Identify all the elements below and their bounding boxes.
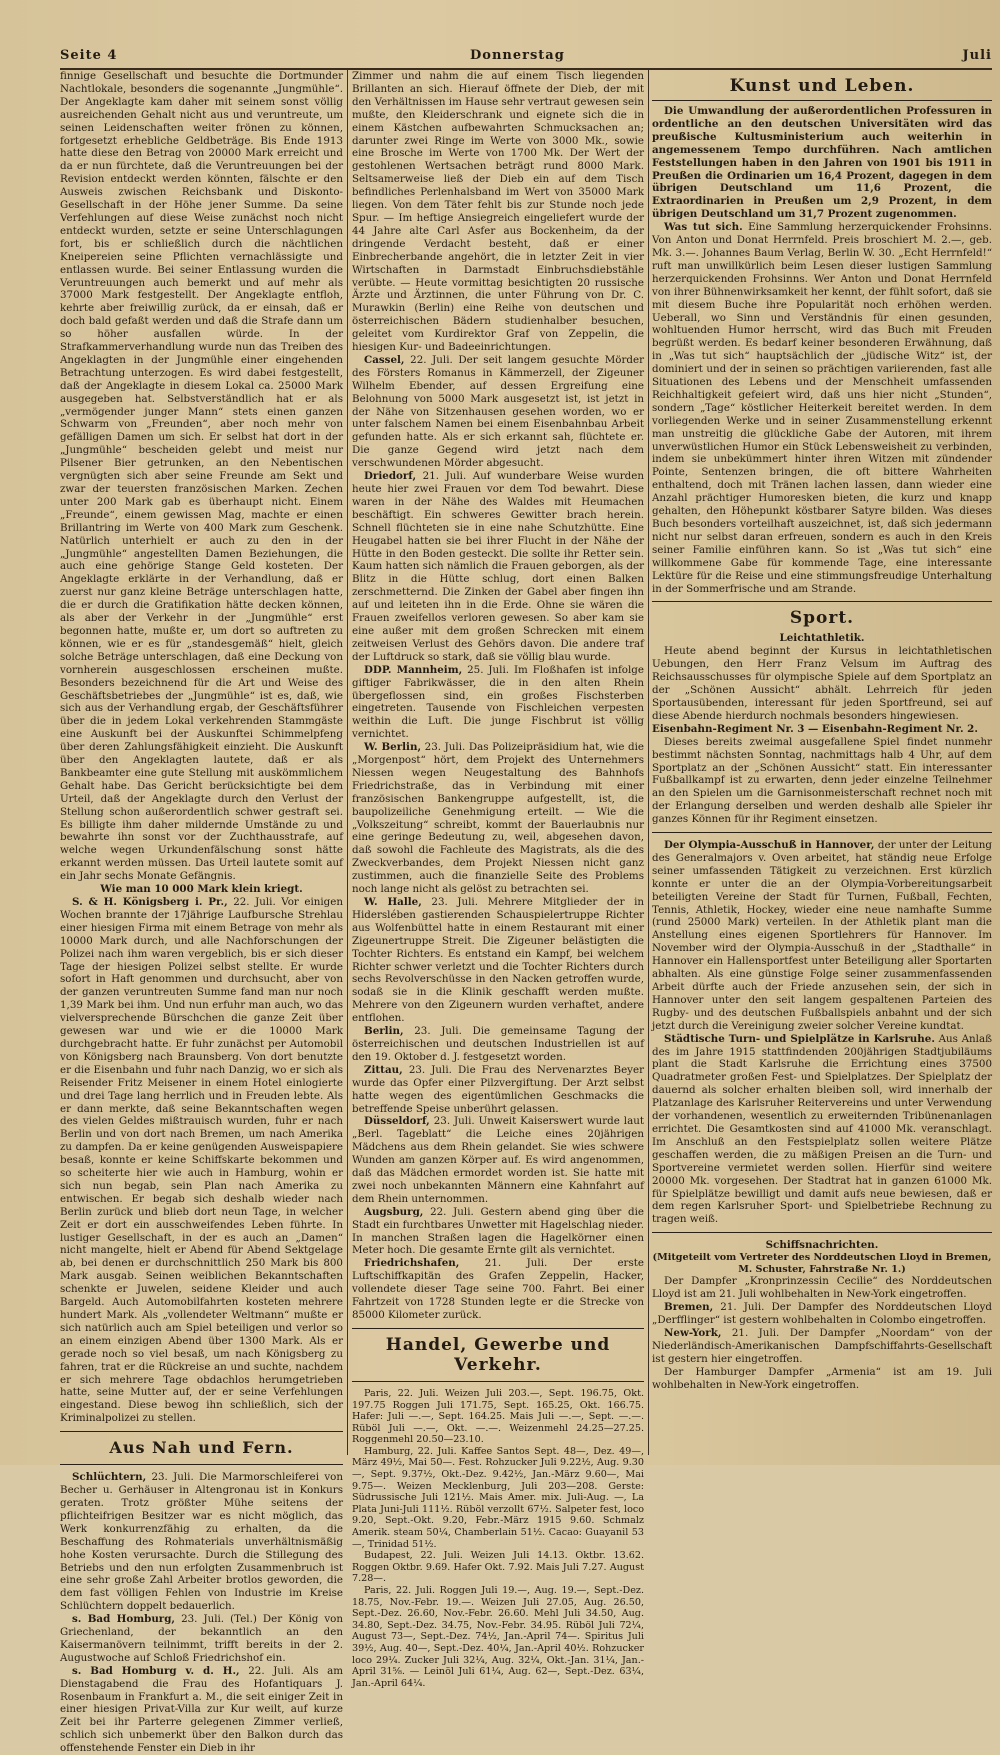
article-text: W. Berlin, 23. Juli. Das Polizeipräsidium hat, wie die „Morgenpost“ hört, dem Projekt des Unternehmers Niessen wegen Neugestaltung des Bahnhofs Friedrichstraße, das in Verbindung mit einer französischen Bankengruppe aufgestellt, ist, die baupolizeiliche Genehmigung erteilt. — Wie die „Volkszeitung“ schreibt, kommt der Bauerlaubnis nur eine geringe Bedeutung zu, weil, abgesehen davon, daß sowohl die Fachleute des Magistrats, als die des Zweckverbandes, dem Projekt Niessen nicht ganz zustimmen, auch die finanzielle Seite des Problems noch lange nicht als gelöst zu betrachten sei. [352,741,645,896]
divider [60,1464,343,1465]
divider [652,1232,992,1233]
article-text: s. Bad Homburg v. d. H., 22. Juli. Als am Dienstagabend die Frau des Hofantiquars J. Rosenbaum in Frankfurt a. M., die seit einiger Zeit in einer hiesigen Privat-Villa zur Kur weilt, auf kurze Zeit bei ihr Parterre gelegenen Zimmer verließ, schlich sich unbemerkt über den Balkon durch das offenstehende Fenster ein Dieb in ihr [60,1664,343,1755]
page-number: Seite 4 [60,48,118,63]
column-rule [347,70,348,1455]
column-rule [648,70,649,1455]
section-heading-schiffsnachrichten: Schiffsnachrichten. [765,1239,879,1252]
article-text: S. & H. Königsberg i. Pr., 22. Juli. Vor einigen Wochen brannte der 17jährige Laufbursche Strehlau einer hiesigen Firma mit einem Betrage von mehr als 10000 Mark durch, und alle Nachforschungen der Polizei nach ihm waren vergeblich, bis er sich dieser Tage der hiesigen Polizei selbst stellte. Er wurde sofort in Haft genommen und durchsucht, aber von der ganzen veruntreuten Summe fand man nur noch 1,39 Mark bei ihm. Und nun erfuhr man auch, wo das vielversprechende Bürschchen die ganze Zeit über gewesen war und wie er die 10000 Mark durchgebracht hatte. Er fuhr zunächst per Automobil von Königsberg nach Braunsberg. Von dort benutzte er die Eisenbahn und fuhr nach Danzig, wo er sich als Reisender Fritz Meisener in einem Hotel einlogierte und drei Tage lang herrlich und in Freuden lebte. Als er dann merkte, daß seine Bekanntschaften wegen des vielen Geldes mißtrauisch wurden, fuhr er nach Berlin und von dort nach Bremen, um nach Amerika zu dampfen. Da er keine genügenden Ausweispapiere besaß, konnte er keine Schiffskarte bekommen und so scheiterte hier wie auch in Hamburg, wohin er sich nun begab, sein Plan nach Amerika zu entwischen. Er begab sich deshalb wieder nach Berlin zurück und blieb dort neun Tage, in welcher Zeit er dort ein ausschweifendes Leben führte. In lustiger Gesellschaft, in der es auch an „Damen“ nicht mangelte, hielt er Abend für Abend Sektgelage ab, bei denen er durchschnittlich 250 Mark bis 800 Mark ausgab. Seinen weiblichen Bekanntschaften schenkte er Juwelen, seidene Kleider und auch Bargeld. Auch Automobilfahrten kosteten mehrere hundert Mark. Als „vollendeter Weltmann“ mußte er sich natürlich auch am Spiel beteiligen und verlor so an einem einzigen Abend über 1300 Mark. Als er gerade noch so viel besaß, um nach Königsberg zu fahren, trat er die Rückreise an und suchte, nachdem er sich mehrere Tage obdachlos herumgetrieben hatte, seine Mutter auf, der er seine Verfehlungen eingestand. Diese bewog ihn schließlich, sich der Kriminalpolizei zu stellen. [60,896,343,1425]
divider [652,832,992,833]
article-text: New-York, 21. Juli. Der Dampfer „Noordam“ von der Niederländisch-Amerikanischen Dampfschiffahrts-Gesellschaft ist gestern hier eingetroffen. [652,1326,992,1365]
header-day: Donnerstag [470,48,565,63]
article-text: Städtische Turn- und Spielplätze in Karlsruhe. Aus Anlaß des im Jahre 1915 stattfindenden 200jährigen Stadtjubiläums plant die Stadt Karlsruhe die Errichtung eines 37500 Quadratmeter großen Fest- und Spielplatzes. Der Spielplatz der dauernd als solcher erhalten bleiben soll, wird innerhalb der Platzanlage des Karlsruher Reitervereins und unter Verwendung der vorhandenen, wesentlich zu erweiternden Tribünenanlagen errichtet. Die Gesamtkosten sind auf 41000 Mk. veranschlagt. Im Anschluß an den Festspielplatz sollen weitere Plätze geschaffen werden, die zu mäßigen Preisen an die Turn- und Sportvereine vermietet werden sollen. Hierfür sind weitere 20000 Mk. vorgesehen. Der Stadtrat hat in ganzen 61000 Mk. für Spielplätze bewilligt und damit aufs neue bewiesen, daß er dem regen Karlsruher Sport- und Spielbetriebe Rechnung zu tragen weiß. [652,1032,992,1226]
article-text: Driedorf, 21. Juli. Auf wunderbare Weise wurden heute hier zwei Frauen vor dem Tod bewahrt. Diese waren in der Nähe des Waldes mit Heumachen beschäftigt. Ein schweres Gewitter brach herein. Schnell flüchteten sie in eine nahe Schutzhütte. Eine Heugabel hatten sie bei ihrer Flucht in der Nähe der Hütte in den Boden gesteckt. Die sollte ihr Retter sein. Kaum hatten sich nämlich die Frauen geborgen, als der Blitz in die Hütte schlug, dort einen Balken zerschmetternd. Die Zinken der Gabel aber fingen ihn auf und leiteten ihn in die Erde. Ohne sie wären die Frauen zweifellos verloren gewesen. So aber kam sie eine außer mit dem großen Schrecken mit einem zeitweisen Verlust des Gehörs davon. Die andere traf der Luftdruck so stark, daß sie völlig blau wurde. [352,470,644,663]
divider [352,1328,644,1329]
article-text: Schlüchtern, 23. Juli. Die Marmorschleiferei von Becher u. Gerhäuser in Altengronau ist in Konkurs geraten. Trotz größter Mühe seitens der pflichteifrigen Besitzer war es nicht möglich, das Werk konkurrenzfähig zu erhalten, da die Beschaffung des Rohmaterials unverhältnismäßig hohe Kosten verursachte. Durch die Stillegung des Betriebs und den nun erfolgten Zusammenbruch ist eine sehr große Zahl Arbeiter brotlos geworden, die dem fast völligen Fehlen von Industrie im Kreise Schlüchtern doppelt bedauerlich. [60,1471,343,1613]
article-heading: Eisenbahn-Regiment Nr. 3 — Eisenbahn-Regiment Nr. 2. [652,722,978,735]
article-text: s. Bad Homburg, 23. Juli. (Tel.) Der König von Griechenland, der bekanntlich an den Kaisermanövern teilnimmt, trifft bereits in der 2. Augustwoche auf Schloß Friedrichshof ein. [60,1613,343,1664]
column-2 [352,70,645,1689]
article-text: Der Olympia-Ausschuß in Hannover, der unter der Leitung des Generalmajors v. Oven arbeitet, hat ständig neue Erfolge seiner umfassenden Tätigkeit zu verzeichnen. Erst kürzlich konnte er unter die an der Olympia-Vorbereitungsarbeit beteiligten Vereine der Stadt für Turnen, Fußball, Fechten, Tennis, Athletik, Hockey, wieder eine neue namhafte Summe (rund 25000 Mark) verteilen. In der Athletik plant man die Anstellung eines eigenen Sportlehrers für Hannover. Im November wird der Olympia-Ausschuß in der „Stadthalle“ in Hannover ein Hallensportfest unter Beteiligung aller Sportarten abhalten. Als eine günstige Folge seiner zusammenfassenden Arbeit dürfte auch der Friede anzusehen sein, der sich in Hannover unter den seit langem gespaltenen Parteien des Rugby- und des deutschen Fußballspiels anbahnt und der sich jetzt durch die Vereinigung zweier solcher Vereine kundtat. [652,839,993,1032]
schiff-subtitle: (Mitgeteilt vom Vertreter des Norddeutschen Lloyd in Bremen, M. Schuster, Fahrstraße Nr. 1.) [652,1252,992,1275]
column-3 [652,70,992,1455]
article-text: Bremen, 21. Juli. Der Dampfer des Norddeutschen Lloyd „Derfflinger“ ist gestern wohlbehalten in Colombo eingetroffen. [652,1301,992,1327]
market-report: Budapest, 22. Juli. Weizen Juli 14.13. Oktbr. 13.62. Roggen Oktbr. 9.69. Hafer Okt. 7.92. Mais Juli 7.27. August 7.28—. [352,1550,644,1585]
article-text: Zimmer und nahm die auf einem Tisch liegenden Brillanten an sich. Hierauf öffnete der Dieb, der mit den Verhältnissen im Hause sehr vertraut gewesen sein mußte, den Kleiderschrank und eignete sich die in einem Kästchen aufbewahrten Schmucksachen an; darunter zwei Ringe im Werte von 3000 Mk., sowie eine Brosche im Werte von 1700 Mk. Der Wert der gestohlenen Wertsachen beträgt rund 8000 Mark. Seltsamerweise ließ der Dieb ein auf dem Tisch befindliches Perlenhalsband im Wert von 35000 Mark liegen. Von dem Täter fehlt bis zur Stunde noch jede Spur. — Im heftige Ansiegreich eingeliefert wurde der 44 Jahre alte Carl Asfer aus Bockenheim, da der dringende Verdacht besteht, daß er einer Einbrecherbande angehört, die in letzter Zeit in vier Wirtschaften in Darmstadt Einbruchsdiebstähle verübte. — Heute vormittag besichtigten 20 russische Ärzte und Ärztinnen, die unter Führung von Dr. C. Murawkin (Berlin) eine Reihe von deutschen und österreichischen Bädern studienhalber besuchen, geleitet vom Kurdirektor Graf von Zeppelin, die hiesigen Kur- und Badeeinrichtungen. [352,70,644,354]
header-date: Juli [962,48,992,63]
article-text: Heute abend beginnt der Kursus in leichtathletischen Uebungen, den Herr Franz Velsum im Auftrag des Reichsausschusses für olympische Spiele auf dem Sportplatz an der „Schönen Aussicht“ abhält. Lehrreich für jeden Sportausübenden, interessant für jeden Sportfreund, sei auf diese Abende hierdurch nochmals besonders hingewiesen. [652,645,992,722]
article-text: finnige Gesellschaft und besuchte die Dortmunder Nachtlokale, besonders die sogenannte „Jungmühle“. Der Angeklagte kam daher mit seinem sonst völlig ausreichenden Gehalt nicht aus und veruntreute, um seinen Leidenschaften weiter frönen zu können, fortgesetzt erhebliche Geldbeträge. Bis Ende 1913 hatte diese den Betrag von 20000 Mark erreicht und da er nun fürchtete, daß die Veruntreuungen bei der Revision entdeckt werden könnten, fälschte er den Ausweis zwischen Reichsbank und Diskonto-Gesellschaft in der Höhe jener Summe. Da seine Verfehlungen auf diese Weise zunächst noch nicht entdeckt wurden, setzte er seine Unterschlagungen fort, bis er schließlich durch die nächtlichen Kneipereien seine Pflichten vernachlässigte und entlassen wurde. Bei seiner Entlassung wurden die Veruntreuungen auch bemerkt und auf mehr als 37000 Mark festgestellt. Der Angeklagte entfloh, kehrte aber freiwillig zurück, da er einsah, daß er doch bald gefaßt werden und daß die Strafe dann um so höher ausfallen würde. In der Strafkammerverhandlung wurde nun das Treiben des Angeklagten in der Jungmühle einer eingehenden Betrachtung unterzogen. Es wird dabei festgestellt, daß der Angeklagte in diesem Lokal ca. 25000 Mark ausgegeben hat. Selbstverständlich hat er als „vermögender junger Mann“ stets einen ganzen Schwarm von „Freunden“, aber noch mehr von gefälligen Damen um sich. Er selbst hat dort in der „Jungmühle“ bescheiden gelebt und meist nur Pilsener Bier getrunken, an den Nebentischen vergnügten sich aber seine Freunde am Sekt und zwar der teuersten französischen Marken. Zechen unter 200 Mark gab es überhaupt nicht. Einem „Freunde“, einem gewissen Mag, machte er einen Brillantring im Werte von 400 Mark zum Geschenk. Natürlich unterhielt er auch zu den in der „Jungmühle“ angestellten Damen Beziehungen, die auch eine gehörige Stange Geld kosteten. Der Angeklagte erklärte in der Verhandlung, daß er zuerst nur ganz kleine Beträge unterschlagen hatte, die er durch die Gratifikation hätte decken können, als aber der Verkehr in der „Jungmühle“ erst begonnen hatte, mußte er, um dort so auftreten zu können, wie er es für „standesgemäß“ hielt, gleich solche Beträge unterschlagen, daß eine Deckung von vornherein ausgeschlossen erscheinen mußte. Besonders bezeichnend für die Art und Weise des Geschäftsbetriebes der „Jungmühle“ ist es, daß, wie sich aus der Verhandlung ergab, der Geschäftsführer über die in jedem Lokal verkehrenden Stammgäste eine Auskunft bei der Auskunftei Schimmelpfeng über deren Zahlungsfähigkeit einzieht. Die Auskunft über den Angeklagten lautete, daß er als Bankbeamter eine gute Stellung mit auskömmlichem Gehalt habe. Das Gericht berücksichtigte bei dem Urteil, daß der Angeklagte durch den Verlust der Stellung schon außerordentlich schwer gestraft sei. Es billigte ihm daher mildernde Umstände zu und bewahrte ihn sonst vor der Zuchthausstrafe, auf welche wegen Urkundenfälschung sonst hätte erkannt werden müssen. Das Urteil lautete somit auf ein Jahr sechs Monate Gefängnis. [60,70,343,883]
article-text: Cassel, 22. Juli. Der seit langem gesuchte Mörder des Försters Romanus in Kämmerzell, der Zigeuner Wilhelm Ebender, auf dessen Ergreifung eine Belohnung von 5000 Mark ausgesetzt ist, ist jetzt in der Nähe von Sitzenhausen gesehen worden, wo er unter falschem Namen bei einem Eisenbahnbau Arbeit gefunden hatte. Als er sich erkannt sah, flüchtete er. Die ganze Gegend wird jetzt nach dem verschwundenen Mörder abgesucht. [352,353,645,470]
article-text: Augsburg, 22. Juli. Gestern abend ging über die Stadt ein furchtbares Unwetter mit Hagelschlag nieder. In manchen Straßen lagen die Hagelkörner einen Meter hoch. Die gesamte Ernte gilt als vernichtet. [352,1205,644,1257]
article-text: Die Umwandlung der außerordentlichen Professuren in ordentliche an den deutschen Universitäten wird das preußische Kultusministerium auch weiterhin in angemessenem Tempo durchführen. Nach amtlichen Feststellungen haben in den Jahren von 1901 bis 1911 in Preußen die Ordinarien um 16,4 Prozent, dagegen in dem übrigen Deutschland um 11,6 Prozent, die Extraordinarien in Preußen um 2,9 Prozent, in dem übrigen Deutschland um 31,7 Prozent zugenommen. [652,105,992,221]
article-text: Der Hamburger Dampfer „Armenia“ ist am 19. Juli wohlbehalten in New-York eingetroffen. [652,1365,992,1391]
subheading-leichtathletik: Leichtathletik. [779,632,865,645]
article-text: Was tut sich. Eine Sammlung herzerquickender Frohsinns. Von Anton und Donat Herrnfeld. Preis broschiert M. 2.—, geb. Mk. 3.—. Johannes Baum Verlag, Berlin W. 30. „Echt Herrnfeld!“ ruft man unwillkürlich beim Lesen dieser lustigen Sammlung herzerquickenden Frohsinns. Wer Anton und Donat Herrnfeld von ihrer Bühnenwirksamkeit her kennt, der fühlt sofort, daß sie mit diesem Buche ihre Popularität noch erhöhen werden. Ueberall, wo Sinn und Verständnis für einen gesunden, wohltuenden Humor herrscht, wird das Buch mit Freuden begrüßt werden. Es bedarf keiner besonderen Erwähnung, daß in „Was tut sich“ hauptsächlich der „jüdische Witz“ ist, der dominiert und der in seinen so prächtigen variierenden, fast alle Situationen des Lebens und der Menschheit umfassenden Reichhaltigkeit gefeiert wird, daß uns hier nicht „Stunden“, sondern „Tage“ köstlicher Heiterkeit bereitet werden. In dem vorliegenden Werke und in seiner Zusammenstellung erkennt man unstreitig die glückliche Gabe der Autoren, mit ihrem unverwüstlichen Humor ein Stück Lebensweisheit zu verbinden, indem sie unbekümmert hinter ihren Witzen mit zündender Pointe, Sentenzen bringen, die oft bittere Wahrheiten enthaltend, doch mit Tränen lachen lassen, dann wieder eine Anzahl prächtiger Humoresken bieten, die kurz und knapp gehalten, den Höhepunkt köstbarer Satyre bilden. Was dieses Buch besonders vorteilhaft auszeichnet, ist, daß sich jedermann nicht nur selbst daran erfreuen, sondern es auch in den Kreis seiner Familie einführen kann. So ist „Was tut sich“ eine willkommene Gabe für kommende Tage, eine interessante Lektüre für die Reise und eine stimmungsfreudige Unterhaltung in der Sommerfrische und am Strande. [652,221,992,595]
section-heading-handel: Handel, Gewerbe und Verkehr. [385,1334,611,1375]
article-text: Düsseldorf, 23. Juli. Unweit Kaiserswert wurde laut „Berl. Tageblatt“ die Leiche eines 20jährigen Mädchens aus dem Rhein gelandet. Sie wies schwere Wunden am ganzen Körper auf. Es wird angenommen, daß das Mädchen ermordet worden ist. Sie hatte mit zwei noch unbekannten Männern eine Kahnfahrt auf dem Rhein unternommen. [352,1115,644,1205]
market-report: Paris, 22. Juli. Weizen Juli 203.—, Sept. 196.75, Okt. 197.75 Roggen Juli 171.75, Sept. 165.25, Okt. 166.75. Hafer: Juli —.—, Sept. 164.25. Mais Juli —.—, Sept. —.—. Rüböl Juli —.—, Okt. —.—. Weizenmehl 24.25—27.25. Roggenmehl 20.50—23.10. [352,1387,644,1446]
market-report: Hamburg, 22. Juli. Kaffee Santos Sept. 48—, Dez. 49—, März 49½, Mai 50—. Fest. Rohzucker Juli 9.22½, Aug. 9.30—, Sept. 9.37½, Okt.-Dez. 9.42½, Jan.-März 9.60—, Mai 9.75—. Weizen Mecklenburg, Juli 203—208. Gerste: Südrussische Juli 121½. Mais Amer. mix. Juli-Aug. —, La Plata Juni-Juli 111½. Rüböl verzollt 67½. Salpeter fest, loco 9.20, Sept.-Okt. 9.20, Febr.-März 1915 9.60. Schmalz Amerik. steam 50¼, Chamberlain 51½. Cacao: Guayanil 53—, Trinidad 51½. [352,1445,644,1550]
page-header [60,42,992,70]
section-heading-kunst-und-leben: Kunst und Leben. [729,76,915,96]
article-heading: Wie man 10 000 Mark klein kriegt. [100,883,303,896]
divider [652,601,992,602]
column-1 [60,70,343,1755]
article-text: Zittau, 23. Juli. Die Frau des Nervenarztes Beyer wurde das Opfer einer Pilzvergiftung. Der Arzt selbst hatte wegen des eigentümlichen Geschmacks die betreffende Speise unberührt gelassen. [352,1063,644,1115]
section-heading-aus-nah-und-fern: Aus Nah und Fern. [109,1438,294,1458]
article-text: DDP. Mannheim, 25. Juli. Im Floßhafen ist infolge giftiger Fabrikwässer, die in den alten Rhein übergeflossen sind, ein großes Fischsterben eingetreten. Tausende von Fischleichen verpesten weithin die Luft. Die junge Fischbrut ist völlig vernichtet. [352,663,644,741]
article-text: W. Halle, 23. Juli. Mehrere Mitglieder der in Hiderslében gastierenden Schauspielertruppe Richter aus Wolfenbüttel hatte in einem Restaurant mit einer Zigeunertruppe Streit. Die Zigeuner belästigten die Tochter Richters. Es entstand ein Kampf, bei welchem Richter schwer verletzt und die Tochter Richters durch sechs Revolverschüsse in den Nacken getroffen wurde, sodaß sie in die Klinik geschafft werden mußte. Mehrere von den Zigeunern wurden verhaftet, andere entflohen. [352,896,645,1025]
divider [652,100,992,101]
divider [352,1381,644,1382]
article-text: Dieses bereits zweimal ausgefallene Spiel findet nunmehr bestimmt nächsten Sonntag, nachmittags halb 4 Uhr, auf dem Sportplatz an der „Schönen Aussicht“ statt. Ein interessanter Fußballkampf ist zu erwarten, denn jeder einzelne Teilnehmer an den Spielen um die Garnisonmeisterschaft rechnet noch mit der Erlangung derselben und werden deshalb alle Spieler ihr ganzes Können für ihr Regiment einsetzen. [652,735,992,826]
article-text: Berlin, 23. Juli. Die gemeinsame Tagung der österreichischen und deutschen Industriellen ist auf den 19. Oktober d. J. festgesetzt worden. [352,1025,645,1063]
article-text: Der Dampfer „Kronprinzessin Cecilie“ des Norddeutschen Lloyd ist am 21. Juli wohlbehalten in New-York eingetroffen. [652,1275,992,1301]
section-heading-sport: Sport. [789,608,855,629]
market-report: Paris, 22. Juli. Roggen Juli 19.—, Aug. 19.—, Sept.-Dez. 18.75, Nov.-Febr. 19.—. Weizen Juli 27.05, Aug. 26.50, Sept.-Dez. 26.60, Nov.-Febr. 26.60. Mehl Juli 34.50, Aug. 34.80, Sept.-Dez. 34.75, Nov.-Febr. 34.95. Rüböl Juli 72¼, August 73—, Sept.-Dez. 74½, Jan.-April 74—. Spiritus Juli 39½, Aug. 40—, Sept.-Dez. 40¼, Jan.-April 40½. Rohzucker loco 29¼. Zucker Juli 32¼, Aug. 32¼, Okt.-Jan. 31¼, Jan.-April 31⅝. — Leinöl Juli 61¼, Aug. 62—, Sept.-Dez. 63¼, Jan.-April 64¼. [352,1585,644,1689]
article-text: Friedrichshafen, 21. Juli. Der erste Luftschiffkapitän des Grafen Zeppelin, Hacker, vollendete dieser Tage seine 700. Fahrt. Bei einer Fahrtzeit von 1728 Stunden legte er die Strecke von 85000 Kilometer zurück. [352,1257,644,1321]
divider [60,1431,343,1432]
